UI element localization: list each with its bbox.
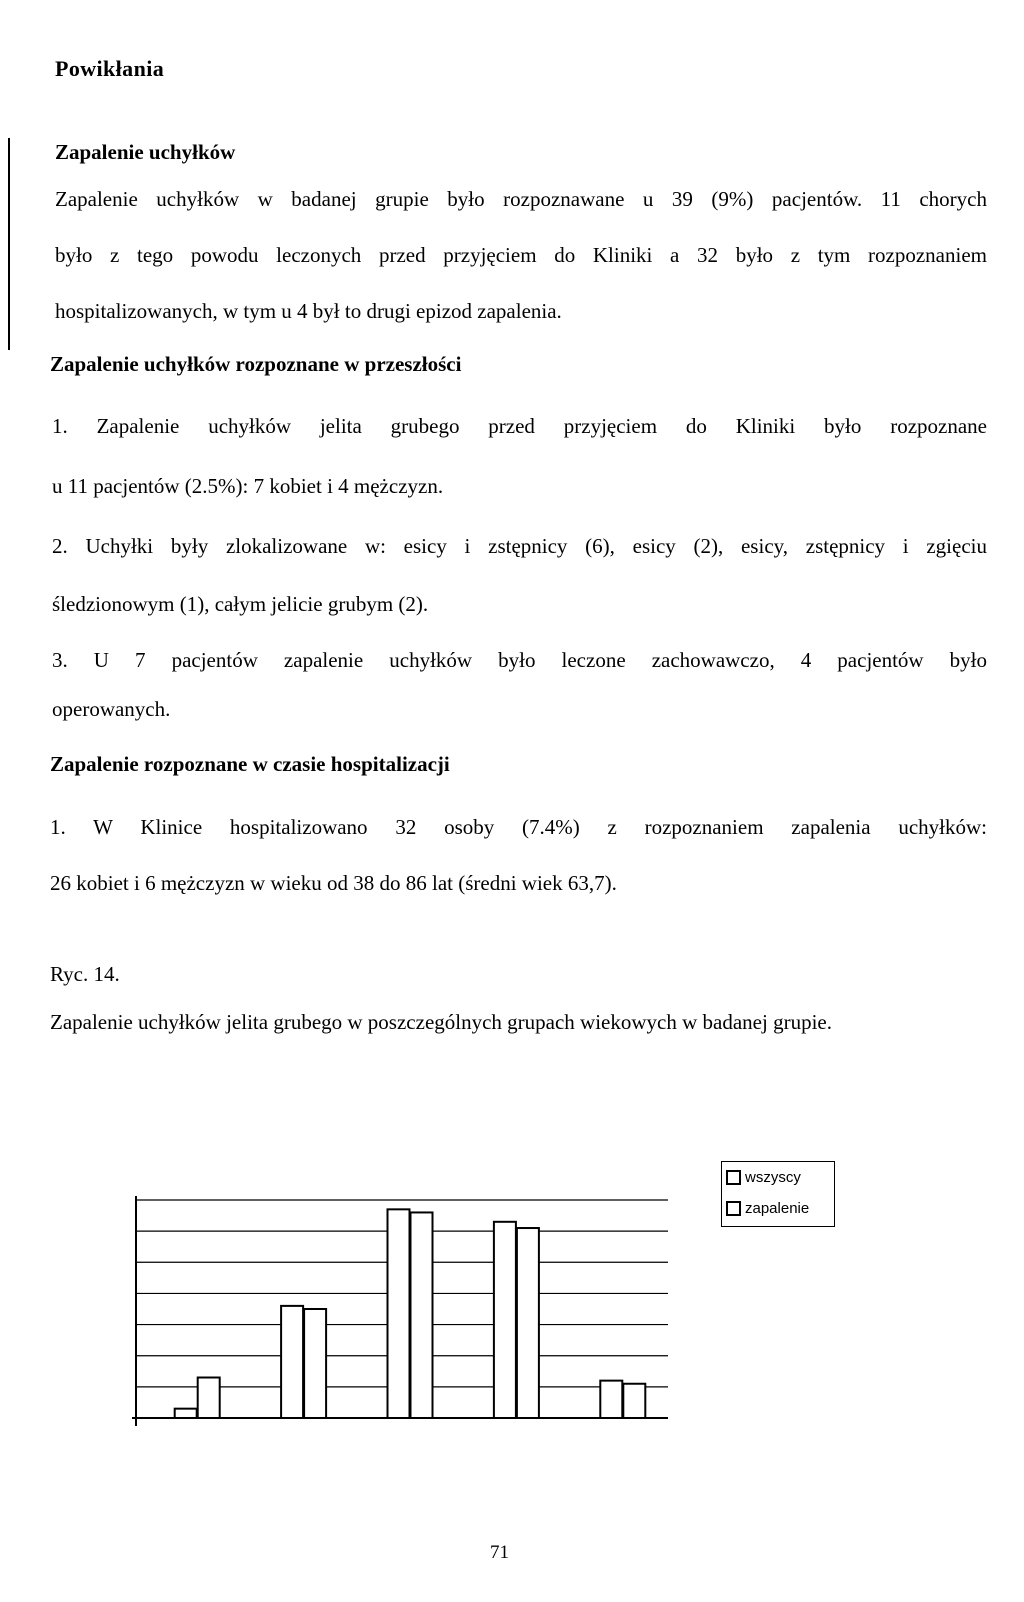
figure-caption: Zapalenie uchyłków jelita grubego w poszczególnych grupach wiekowych w badanej grupie. <box>50 1010 832 1034</box>
legend-label-wszyscy: wszyscy <box>745 1169 801 1186</box>
past-item-2-line-1: 2. Uchyłki były zlokalizowane w: esicy i zstępnicy (6), esicy (2), esicy, zstępnicy i zgięciu <box>52 534 987 558</box>
bar-zapalenie-5 <box>623 1384 645 1418</box>
bar-zapalenie-3 <box>411 1212 433 1418</box>
legend-label-zapalenie: zapalenie <box>745 1200 810 1217</box>
section-heading: Zapalenie uchyłków <box>55 140 236 164</box>
subheading-hosp: Zapalenie rozpoznane w czasie hospitalizacji <box>50 752 450 776</box>
bar-wszyscy-4 <box>494 1222 516 1418</box>
hosp-item-1-line-2: 26 kobiet i 6 mężczyzn w wieku od 38 do 86 lat (średni wiek 63,7). <box>50 871 617 895</box>
bar-wszyscy-2 <box>281 1306 303 1418</box>
hosp-item-1-line-1: 1. W Klinice hospitalizowano 32 osoby (7.4%) z rozpoznaniem zapalenia uchyłków: <box>50 815 987 839</box>
legend-swatch-wszyscy <box>726 1170 741 1185</box>
legend-item-wszyscy <box>722 1162 834 1193</box>
bar-zapalenie-2 <box>304 1309 326 1418</box>
page-title: Powikłania <box>55 56 165 81</box>
bar-zapalenie-4 <box>517 1228 539 1418</box>
chart-legend <box>721 1161 835 1227</box>
intro-line-2: było z tego powodu leczonych przed przyjęciem do Kliniki a 32 było z tym rozpoznaniem <box>55 243 987 267</box>
bar-wszyscy-3 <box>388 1209 410 1418</box>
past-item-1-line-1: 1. Zapalenie uchyłków jelita grubego przed przyjęciem do Kliniki było rozpoznane <box>52 414 987 438</box>
intro-line-1: Zapalenie uchyłków w badanej grupie było rozpoznawane u 39 (9%) pacjentów. 11 chorych <box>55 187 987 211</box>
figure-label: Ryc. 14. <box>50 962 120 986</box>
page-number: 71 <box>490 1542 509 1563</box>
subheading-past: Zapalenie uchyłków rozpoznane w przeszłości <box>50 352 462 376</box>
legend-swatch-zapalenie <box>726 1201 741 1216</box>
past-item-2-line-2: śledzionowym (1), całym jelicie grubym (2). <box>52 592 429 616</box>
past-item-3-line-1: 3. U 7 pacjentów zapalenie uchyłków było leczone zachowawczo, 4 pacjentów było <box>52 648 987 672</box>
bar-wszyscy-1 <box>175 1409 197 1418</box>
legend-item-zapalenie <box>722 1193 834 1224</box>
past-item-1-line-2: u 11 pacjentów (2.5%): 7 kobiet i 4 mężczyzn. <box>52 474 444 498</box>
bar-zapalenie-1 <box>198 1378 220 1418</box>
intro-line-3: hospitalizowanych, w tym u 4 był to drugi epizod zapalenia. <box>55 299 562 323</box>
bar-wszyscy-5 <box>600 1381 622 1418</box>
past-item-3-line-2: operowanych. <box>52 697 171 721</box>
